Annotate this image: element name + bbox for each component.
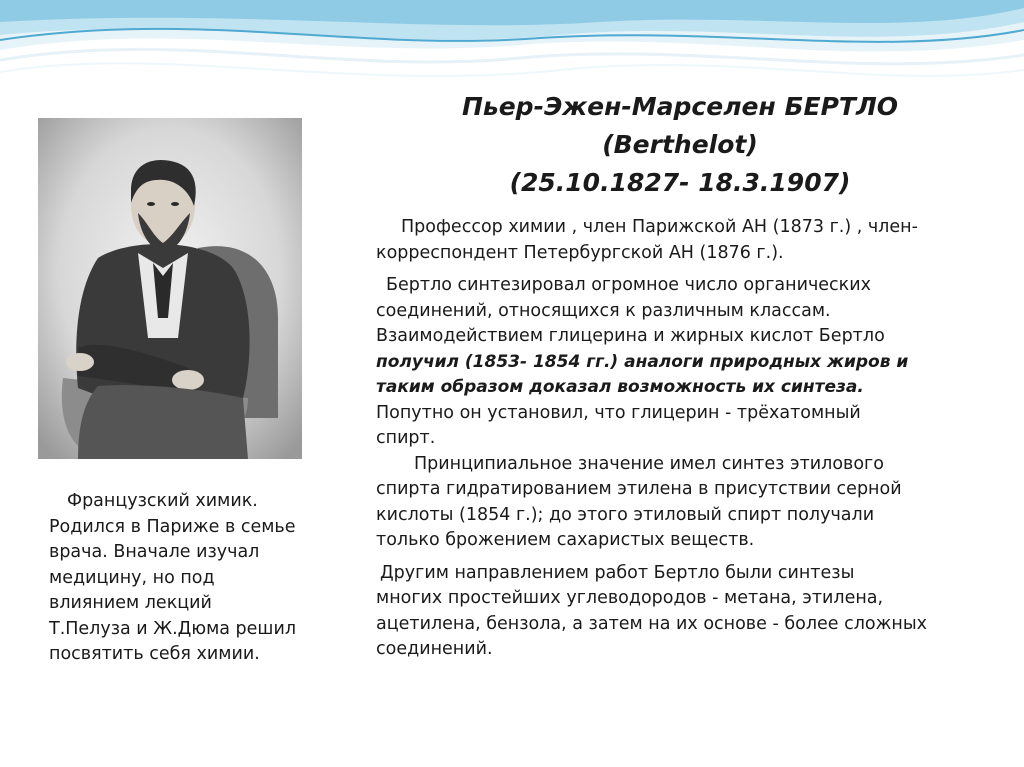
text-line: многих простейших углеводородов - метана, этилена, — [376, 588, 884, 608]
paragraph-ethanol — [376, 452, 996, 554]
title-latin-name: (Berthelot) — [602, 130, 758, 159]
biography-body — [376, 215, 996, 670]
text-line: спирт. — [376, 428, 436, 448]
title-name: Пьер-Эжен-Марселен БЕРТЛО — [462, 92, 898, 121]
text-line: кислоты (1854 г.); до этого этиловый спирт получали — [376, 504, 875, 525]
text-line-emphasis: получил (1853- 1854 гг.) аналоги природных жиров и — [376, 351, 909, 372]
text-line: Попутно он установил, что глицерин - трёхатомный — [376, 402, 861, 423]
caption-line: Французский химик. — [67, 491, 258, 511]
caption-line: Родился в Париже в семье — [49, 516, 296, 537]
text-line: Бертло синтезировал огромное число органических — [386, 275, 871, 295]
paragraph-hydrocarbons — [376, 561, 996, 663]
page-title — [380, 88, 980, 202]
text-line: соединений, относящихся к различным классам. — [376, 300, 831, 321]
text-line: только брожением сахаристых веществ. — [376, 530, 755, 550]
text-line: Профессор химии , член Парижской АН (1873 г.) , член- — [401, 217, 918, 237]
text-line: Принципиальное значение имел синтез этилового — [414, 453, 884, 474]
text-line: Другим направлением работ Бертло были синтезы — [380, 562, 855, 583]
title-dates: (25.10.1827- 18.3.1907) — [509, 168, 851, 197]
caption-line: посвятить себя химии. — [49, 644, 260, 664]
text-line: Взаимодействием глицерина и жирных кислот Бертло — [376, 326, 885, 346]
text-line-emphasis: таким образом доказал возможность их синтеза. — [376, 377, 864, 397]
paragraph-professor — [376, 215, 996, 266]
text-line: спирта гидратированием этилена в присутствии серной — [376, 479, 902, 499]
text-line: корреспондент Петербургской АН (1876 г.). — [376, 242, 784, 263]
text-line: соединений. — [376, 639, 493, 659]
caption-line: влиянием лекций — [49, 593, 212, 613]
caption-line: врача. Вначале изучал — [49, 542, 260, 562]
caption-line: медицину, но под — [49, 567, 215, 588]
text-line: ацетилена, бензола, а затем на их основе - более сложных — [376, 613, 927, 634]
caption-line: Т.Пелуза и Ж.Дюма решил — [49, 618, 296, 639]
biography-caption — [49, 489, 349, 668]
paragraph-synthesis — [376, 273, 996, 452]
portrait-image — [38, 118, 302, 459]
